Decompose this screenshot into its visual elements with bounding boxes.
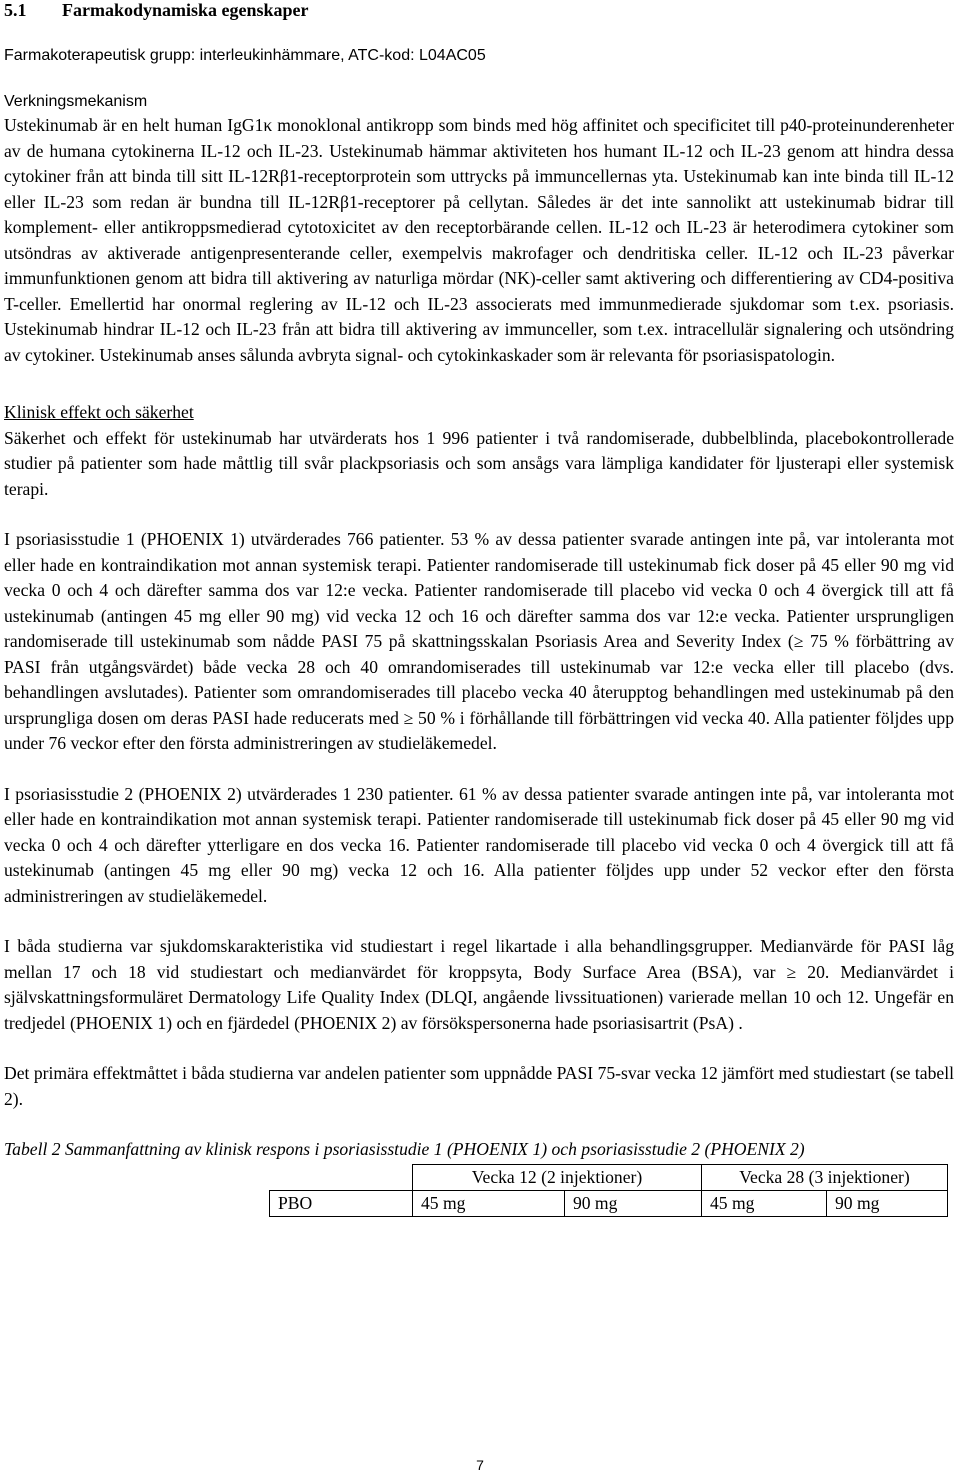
baseline-paragraph: I båda studierna var sjukdomskarakteristika vid studiestart i regel likartade i alla behandlingsgrupper. Medianvärde för PASI låg mellan 17 och 18 vid studiestart och medianvärdet för kroppsyta, Body Surface Area (BSA), var ≥ 20. Medianvärdet i självskattningsformuläret Dermatology Life Quality Index (DLQI, angående livssituationen) varierade mellan 10 och 12. Ungefär en tredjedel (PHOENIX 1) och en fjärdedel (PHOENIX 2) av försökspersonerna hade psoriasisartrit (PsA) . bbox=[4, 936, 954, 1033]
table-header-row bbox=[270, 1164, 948, 1190]
table-group-header: Vecka 28 (3 injektioner) bbox=[702, 1164, 948, 1190]
table-group-header: Vecka 12 (2 injektioner) bbox=[413, 1164, 702, 1190]
table-column-header: 45 mg bbox=[702, 1190, 827, 1216]
mechanism-heading: Verkningsmekanism bbox=[4, 93, 148, 110]
clinical-heading: Klinisk effekt och säkerhet bbox=[4, 402, 194, 422]
section-number: 5.1 bbox=[4, 0, 27, 20]
page-number: 7 bbox=[476, 1457, 484, 1473]
table-column-header: PBO bbox=[270, 1190, 413, 1216]
section-heading bbox=[4, 0, 954, 22]
clinical-intro-paragraph: Säkerhet och effekt för ustekinumab har utvärderats hos 1 996 patienter i två randomiserade, dubbelblinda, placebokontrollerade studier på patienter som hade måttlig till svår plackpsoriasis och som ansågs vara lämpliga kandidater för ljusterapi eller systemisk terapi. bbox=[4, 427, 954, 499]
mechanism-paragraph: Ustekinumab är en helt human IgG1κ monoklonal antikropp som binds med hög affinitet och specificitet till p40-proteinunderenheter av de humana cytokinerna IL-12 och IL-23. Ustekinumab hämmar aktiviteten hos humant IL-12 och IL-23 genom att hindra dessa cytokiner från att binda till sitt IL-12Rβ1-receptorprotein som uttrycks på immuncellernas yta. Ustekinumab kan inte binda till IL-12 eller IL-23 som redan är bundna till IL-12Rβ1-receptorer på cellytan. Således är det inte sannolikt att ustekinumab bidrar till komplement- eller antikroppsmedierad cytotoxicitet av den receptorbärande cellen. IL-12 och IL-23 är heterodimera cytokiner som utsöndras av aktiverade antigenpresenterande celler, exempelvis makrofager och dendritiska celler. IL-12 och IL-23 påverkar immunfunktionen genom att bidra till aktivering av naturliga mördar (NK)-celler samt aktivering och differentiering av CD4-positiva T-celler. Emellertid har onormal reglering av IL-12 och IL-23 associerats med immunmedierade sjukdomar som t.ex. psoriasis. Ustekinumab hindrar IL-12 och IL-23 från att bidra till aktivering av immunceller, som t.ex. intracellulär signalering och utsöndring av cytokiner. Ustekinumab anses sålunda avbryta signal- och cytokinkaskader som är relevanta för psoriasispatologin. bbox=[4, 115, 954, 365]
table-caption: Tabell 2 Sammanfattning av klinisk respons i psoriasisstudie 1 (PHOENIX 1) och psoriasisstudie 2 (PHOENIX 2) bbox=[4, 1139, 805, 1159]
document-page bbox=[4, 0, 954, 1217]
clinical-response-table bbox=[269, 1164, 948, 1217]
table-column-header: 45 mg bbox=[413, 1190, 565, 1216]
table-corner-cell bbox=[270, 1164, 413, 1190]
phoenix2-paragraph: I psoriasisstudie 2 (PHOENIX 2) utvärderades 1 230 patienter. 61 % av dessa patienter svarade antingen inte på, var intoleranta mot eller hade en kontraindikation mot annan systemisk terapi. Patienter randomiserade till ustekinumab fick doser på 45 eller 90 mg vid vecka 0 och 4 och därefter ytterligare en dos vecka 16. Patienter randomiserade till placebo vid vecka 0 och 4 övergick till att få ustekinumab (antingen 45 mg eller 90 mg) vecka 12 och 16. Alla patienter följdes upp under 52 veckor efter den första administreringen av studieläkemedel. bbox=[4, 783, 954, 906]
table-row bbox=[270, 1190, 948, 1216]
section-title: Farmakodynamiska egenskaper bbox=[62, 0, 309, 20]
table-column-header: 90 mg bbox=[564, 1190, 701, 1216]
primary-endpoint-paragraph: Det primära effektmåttet i båda studierna var andelen patienter som uppnådde PASI 75-svar vecka 12 jämfört med studiestart (se tabell 2). bbox=[4, 1063, 954, 1109]
pharmacotherapeutic-group: Farmakoterapeutisk grupp: interleukinhämmare, ATC-kod: L04AC05 bbox=[4, 47, 486, 64]
table-column-header: 90 mg bbox=[827, 1190, 948, 1216]
phoenix1-paragraph: I psoriasisstudie 1 (PHOENIX 1) utvärderades 766 patienter. 53 % av dessa patienter svarade antingen inte på, var intoleranta mot eller hade en kontraindikation mot annan systemisk terapi. Patienter randomiserade till ustekinumab fick doser på 45 eller 90 mg vid vecka 0 och 4 och därefter samma dos var 12:e vecka. Patienter randomiserade till placebo vid vecka 0 och 4 övergick till att få ustekinumab (antingen 45 mg eller 90 mg) vid vecka 12 och 16 och därefter samma dos var 12:e vecka. Patienter ursprungligen randomiserade till ustekinumab som nådde PASI 75 på skattningsskalan Psoriasis Area and Severity Index (≥ 75 % förbättring av PASI från utgångsvärdet) både vecka 28 och 40 omrandomiserades till ustekinumab var 12:e vecka eller till placebo (dvs. behandlingen avslutades). Patienter som omrandomiserades till placebo vecka 40 återupptog behandlingen med ustekinumab på den ursprungliga dosen om deras PASI hade reducerats med ≥ 50 % i förhållande till förbättringen vid vecka 40. Alla patienter följdes upp under 76 veckor efter den första administreringen av studieläkemedel. bbox=[4, 529, 954, 753]
